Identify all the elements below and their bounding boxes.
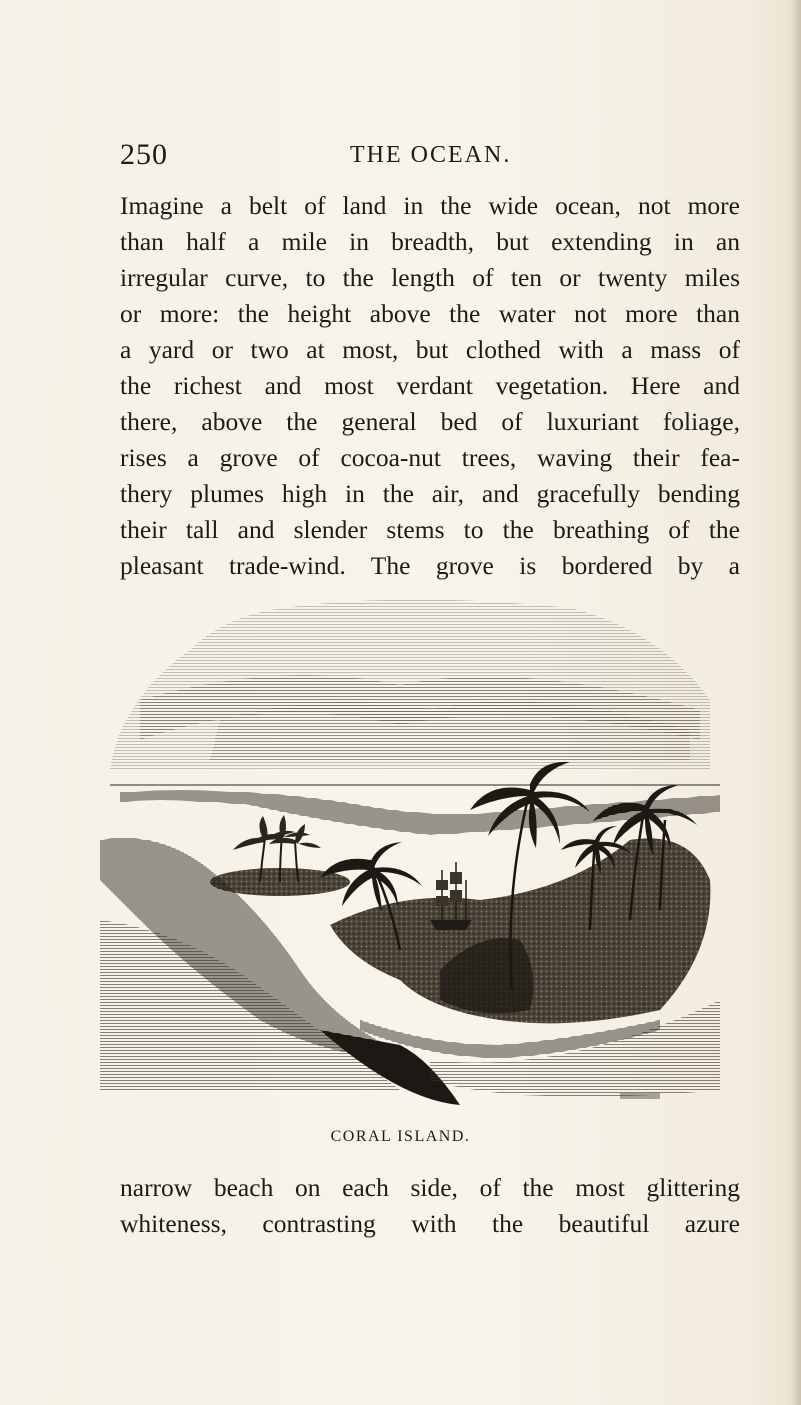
running-head xyxy=(120,138,740,178)
text-line: pleasant trade-wind. The grove is bordered by a xyxy=(120,551,740,580)
text-line: there, above the general bed of luxuriant foliage, xyxy=(120,407,740,436)
paragraph-2 xyxy=(120,1170,740,1242)
text-line: the richest and most verdant vegetation. Here and xyxy=(120,371,740,400)
engraver-signature xyxy=(620,1093,660,1099)
sky xyxy=(110,599,710,770)
coral-island-engraving xyxy=(100,590,720,1110)
text-line: than half a mile in breadth, but extending in an xyxy=(120,227,740,256)
figure-caption: CORAL ISLAND. xyxy=(330,1128,471,1145)
text-line: irregular curve, to the length of ten or twenty miles xyxy=(120,263,740,292)
page-number: 250 xyxy=(120,138,168,171)
paragraph-1 xyxy=(120,188,740,584)
text-line: narrow beach on each side, of the most glittering xyxy=(120,1173,740,1202)
left-islet xyxy=(210,815,350,896)
main-island xyxy=(330,838,710,1023)
text-line: or more: the height above the water not more than xyxy=(120,299,740,328)
text-line: rises a grove of cocoa-nut trees, waving their fea- xyxy=(120,443,740,472)
text-line: whiteness, contrasting with the beautiful azure xyxy=(120,1209,740,1238)
text-line: their tall and slender stems to the breathing of the xyxy=(120,515,740,544)
text-line: a yard or two at most, but clothed with a mass of xyxy=(120,335,740,364)
text-line: Imagine a belt of land in the wide ocean, not more xyxy=(120,191,740,220)
text-line: thery plumes high in the air, and gracefully bending xyxy=(120,479,740,508)
page-edge-shadow xyxy=(791,0,801,1405)
running-title: THE OCEAN. xyxy=(350,142,512,168)
